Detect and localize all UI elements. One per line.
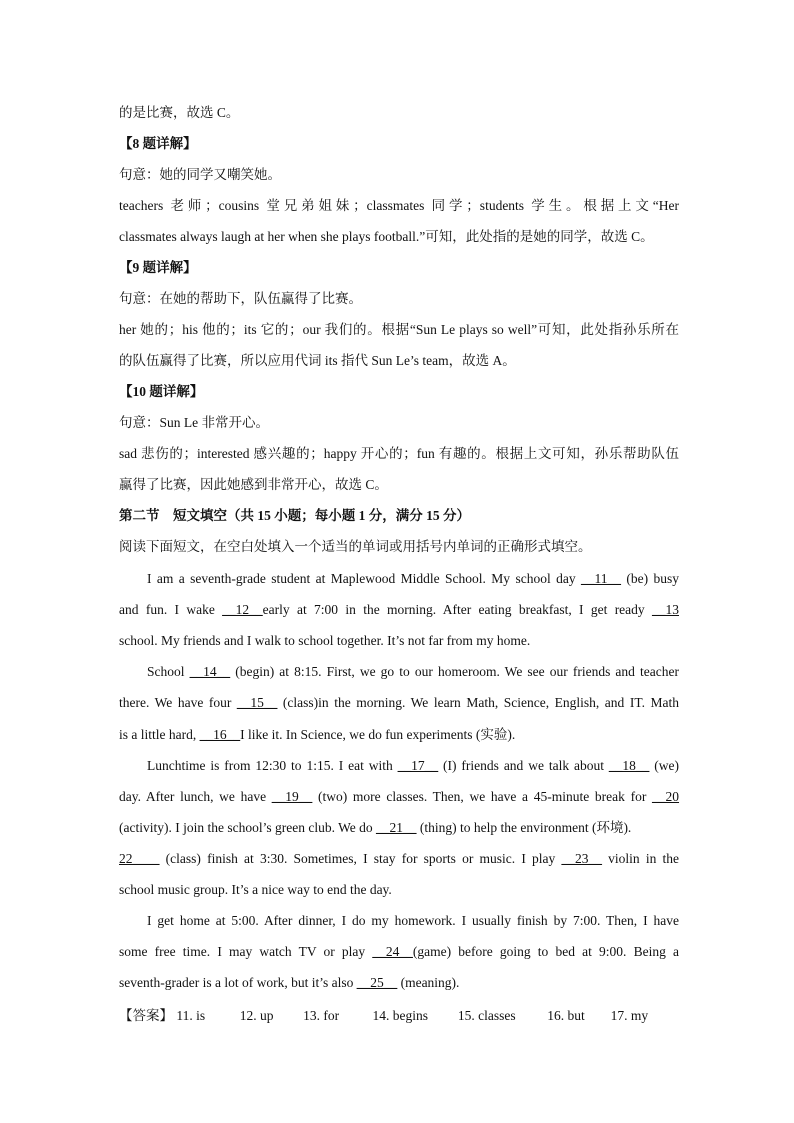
passage-line-7: Lunchtime is from 12:30 to 1:15. I eat with __17__ (I) friends and we talk about __18__ (we)	[147, 758, 680, 773]
question-10-heading: 【10 题详解】	[119, 384, 204, 399]
passage-line-4: School __14__ (begin) at 8:15. First, we go to our homeroom. We see our friends and teacher	[147, 664, 679, 679]
blank-22: 22____	[119, 851, 160, 866]
answer-item: 14. begins	[372, 1008, 428, 1023]
text-line-9: 的队伍赢得了比赛，所以应用代词 its 指代 Sun Le’s team，故选 A。	[119, 353, 516, 368]
passage-line-5: there. We have four __15__ (class)in the morning. We learn Math, Science, English, and IT. Math	[119, 695, 679, 710]
answer-item: 12. up	[239, 1008, 274, 1023]
text-line-3: 句意：她的同学又嘲笑她。	[119, 167, 281, 182]
text-line-13: 赢得了比赛，因此她感到非常开心，故选 C。	[119, 477, 388, 492]
text-line-11: 句意：Sun Le 非常开心。	[119, 415, 269, 430]
passage-line-11: school music group. It’s a nice way to end the day.	[119, 882, 392, 897]
answer-label: 【答案】	[119, 1008, 173, 1023]
blank-13: __13	[652, 602, 679, 617]
answer-line	[119, 1006, 679, 1026]
answer-item: 13. for	[303, 1008, 340, 1023]
answer-item: 11. is	[176, 1008, 206, 1023]
passage-line-6: is a little hard, __16__I like it. In Science, we do fun experiments (实验).	[119, 727, 516, 742]
blank-18: __18__	[608, 758, 650, 773]
blank-21: __21__	[375, 820, 417, 835]
question-8-heading: 【8 题详解】	[119, 136, 197, 151]
text-line-1: 的是比赛，故选 C。	[119, 105, 240, 120]
blank-20: __20	[652, 789, 680, 804]
passage-line-12: I get home at 5:00. After dinner, I do my homework. I usually finish by 7:00. Then, I have	[147, 913, 679, 928]
blank-11: __11__	[580, 571, 621, 586]
question-9-heading: 【9 题详解】	[119, 260, 197, 275]
text-line-4: teachers 老师；cousins 堂兄弟姐妹；classmates 同学；students 学生。根据上文“Her	[119, 198, 679, 213]
blank-15: __15__	[236, 695, 278, 710]
text-line-8: her 她的；his 他的；its 它的；our 我们的。根据“Sun Le plays so well”可知，此处指孙乐所在	[119, 322, 679, 337]
passage-line-8: day. After lunch, we have __19__ (two) more classes. Then, we have a 45-minute break for __20	[119, 789, 680, 804]
section-title: 第二节 短文填空（共 15 小题；每小题 1 分，满分 15 分）	[119, 508, 470, 523]
text-line-7: 句意：在她的帮助下，队伍赢得了比赛。	[119, 291, 362, 306]
text-line-12: sad 悲伤的；interested 感兴趣的；happy 开心的；fun 有趣的。根据上文可知，孙乐帮助队伍	[119, 446, 679, 461]
passage-line-10: 22____ (class) finish at 3:30. Sometimes, I stay for sports or music. I play __23__ violin in the	[119, 851, 679, 866]
blank-17: __17__	[397, 758, 439, 773]
blank-19: __19__	[271, 789, 313, 804]
answer-item: 15. classes	[457, 1008, 516, 1023]
blank-23: __23__	[561, 851, 602, 866]
answer-item: 17. my	[610, 1008, 649, 1023]
passage-line-13: some free time. I may watch TV or play __24__(game) before going to bed at 9:00. Being a	[119, 944, 679, 959]
answer-item: 16. but	[547, 1008, 585, 1023]
passage-line-9: (activity). I join the school’s green club. We do __21__ (thing) to help the environment (环境).	[119, 820, 632, 835]
blank-16: __16__	[199, 727, 241, 742]
blank-25: __25__	[356, 975, 398, 990]
passage-line-2: and fun. I wake __12__early at 7:00 in the morning. After eating breakfast, I get ready __13	[119, 602, 679, 617]
text-line-5: classmates always laugh at her when she plays football.”可知，此处指的是她的同学，故选 C。	[119, 229, 654, 244]
blank-14: __14__	[189, 664, 231, 679]
passage-line-3: school. My friends and I walk to school together. It’s not far from my home.	[119, 633, 531, 648]
blank-24: __24__	[372, 944, 413, 959]
passage-line-14: seventh-grader is a lot of work, but it’s also __25__ (meaning).	[119, 975, 460, 990]
passage-line-1: I am a seventh-grade student at Maplewood Middle School. My school day __11__ (be) busy	[147, 571, 679, 586]
instruction: 阅读下面短文，在空白处填入一个适当的单词或用括号内单词的正确形式填空。	[119, 539, 592, 554]
blank-12: __12__	[222, 602, 263, 617]
